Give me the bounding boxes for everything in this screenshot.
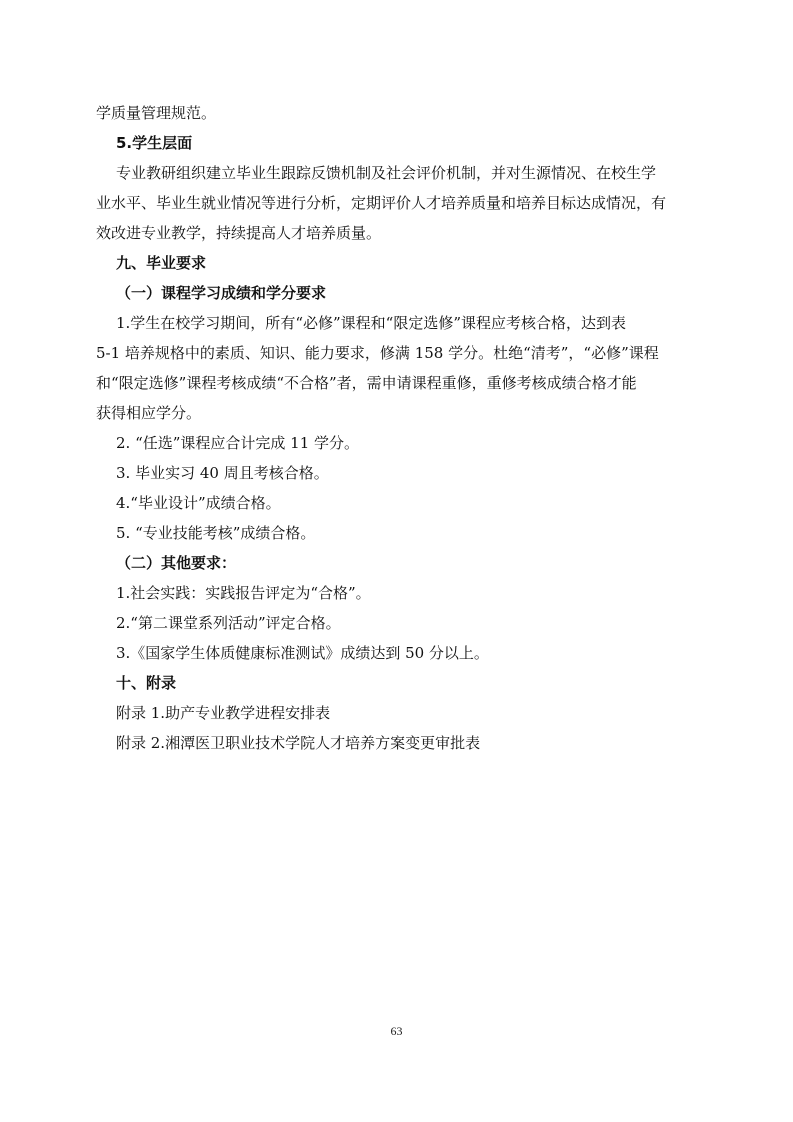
section-heading: 十、附录 (116, 674, 177, 692)
paragraph-line: 2. “任选”课程应合计完成 11 学分。 (116, 434, 360, 452)
section-heading: 九、毕业要求 (116, 254, 207, 272)
paragraph-line: 业水平、毕业生就业情况等进行分析，定期评价人才培养质量和培养目标达成情况，有 (96, 194, 667, 212)
paragraph-line: 专业教研组织建立毕业生跟踪反馈机制及社会评价机制，并对生源情况、在校生学 (116, 164, 657, 182)
paragraph-line: 4.“毕业设计”成绩合格。 (116, 494, 281, 512)
paragraph-line: 效改进专业教学，持续提高人才培养质量。 (96, 224, 382, 242)
section-heading: （一）课程学习成绩和学分要求 (116, 284, 327, 302)
paragraph-line: 5-1 培养规格中的素质、知识、能力要求，修满 158 学分。杜绝“清考”，“必修”课程 (96, 344, 659, 362)
paragraph-line: 附录 2.湘潭医卫职业技术学院人才培养方案变更审批表 (116, 734, 481, 752)
paragraph-line: 学质量管理规范。 (96, 104, 217, 122)
document-body (96, 98, 702, 758)
section-heading: 5.学生层面 (116, 134, 193, 152)
paragraph-line: 获得相应学分。 (96, 404, 202, 422)
paragraph-line: 2.“第二课堂系列活动”评定合格。 (116, 614, 341, 632)
paragraph-line: 1.社会实践：实践报告评定为“合格”。 (116, 584, 371, 602)
paragraph-line: 1.学生在校学习期间，所有“必修”课程和“限定选修”课程应考核合格，达到表 (116, 314, 626, 332)
paragraph-line: 5. “专业技能考核”成绩合格。 (116, 524, 316, 542)
paragraph-line: 3. 毕业实习 40 周且考核合格。 (116, 464, 329, 482)
paragraph-line: 和“限定选修”课程考核成绩“不合格”者，需申请课程重修，重修考核成绩合格才能 (96, 374, 637, 392)
page-number: 63 (390, 1024, 403, 1038)
section-heading: （二）其他要求： (116, 554, 237, 572)
paragraph-line: 附录 1.助产专业教学进程安排表 (116, 704, 331, 722)
paragraph-line: 3.《国家学生体质健康标准测试》成绩达到 50 分以上。 (116, 644, 489, 662)
